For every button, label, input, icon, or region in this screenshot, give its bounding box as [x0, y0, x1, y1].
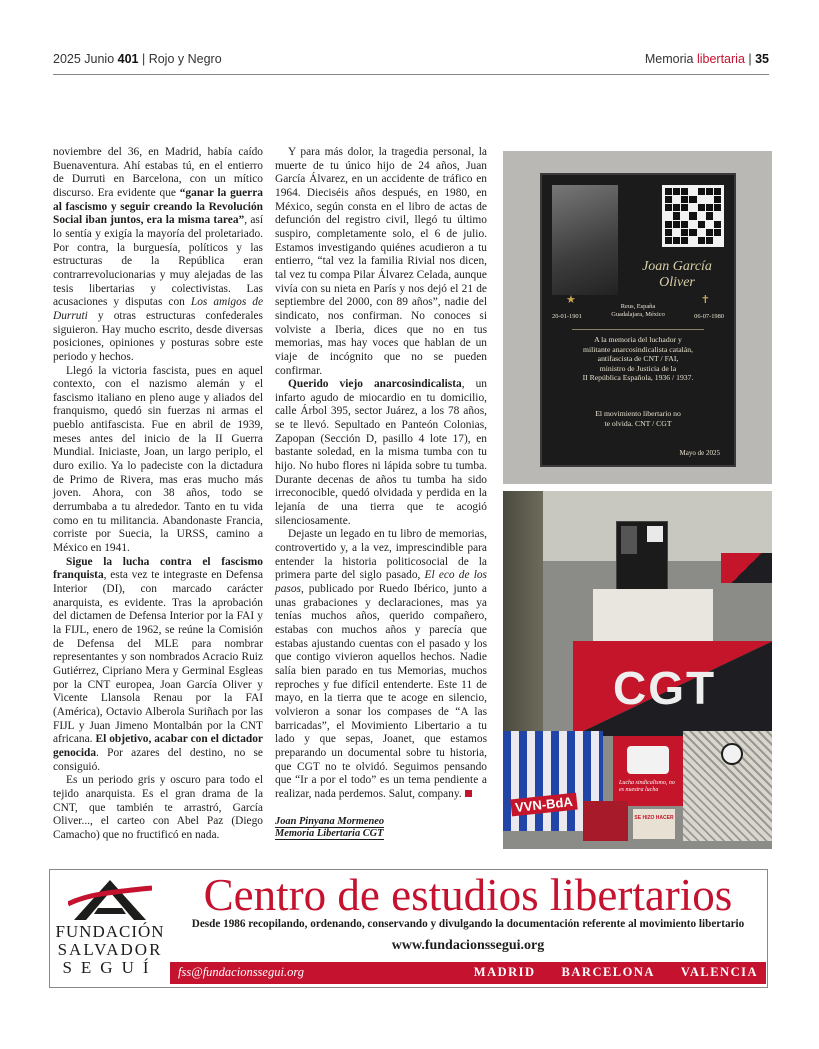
qr-code — [662, 185, 724, 247]
signature — [275, 816, 487, 841]
plaque-photo — [503, 151, 772, 484]
vvn-banner-text: VVN-BdA — [510, 793, 577, 817]
bold-lead: Sigue la lucha contra el fascismo franquista — [53, 555, 263, 582]
paragraph: Querido viejo anarcosindicalista, un infarto agudo de miocardio en tu domicilio, calle Árbol 395, sector Juárez, a los 78 años, se te llevó. Sepultado en Panteón Colonias, Zapopan (Sección D, pasillo 4 lote 17), en bastante soledad, en la misma tumba con tu hijo. No hubo flores ni lápida sobre tu tumba. Durante decenas de años tu tumba ha sido irreconocible, quedó olvidada y perdida en la lejanía de una tierra que te acogió silenciosamente. — [275, 378, 487, 527]
foundation-advertisement — [49, 869, 768, 988]
portrait-image — [552, 185, 618, 295]
logo-line-2: SALVADOR — [57, 940, 163, 959]
issue-number: 401 — [117, 52, 139, 66]
cgt-flag — [573, 641, 772, 736]
ad-title: Centro de estudios libertarios — [203, 870, 733, 920]
issue-info — [53, 52, 222, 66]
patterned-scarf — [683, 731, 772, 841]
plaque-small — [616, 521, 668, 591]
red-poster — [613, 736, 685, 806]
grave-photo — [503, 491, 772, 849]
bold-lead: Querido viejo anarcosindicalista — [288, 378, 462, 391]
article-column-1 — [53, 146, 263, 842]
plaque-divider — [572, 329, 704, 330]
publication-name: Rojo y Negro — [148, 52, 222, 66]
cross-icon: ✝ — [700, 294, 710, 306]
issue-date: 2025 Junio — [53, 52, 118, 66]
poster-text: SE HIZO HACER — [633, 809, 675, 839]
italic-title: Los amigos de Durruti — [53, 296, 263, 322]
section-info — [645, 52, 769, 66]
memorial-plaque — [540, 173, 736, 467]
grave-scene — [503, 491, 772, 849]
death-date: 06-07-1980 — [694, 313, 724, 320]
city-valencia: VALENCIA — [680, 965, 758, 979]
header-rule — [53, 74, 769, 75]
paragraph: Dejaste un legado en tu libro de memorias, controvertido y, a la vez, imprescindible para entender la historia politicosocial de la primera parte del siglo pasado, El eco de los pasos, publicado por Ruedo Ibérico, junto a unas grabaciones y declaraciones, mas ya tenías muchos años, querido compañero, estabas con muchos años y parecía que estabas ajustando cuentas con el pasado y los que contigo vivieron aquellos hechos. Nadie salía bien parado en tus Memorias, muchos reproches y fue difícil entenderte. Este 11 de mayo, en la tierra que te acoge en silencio, volvieron a sonar los compases de “A las barricadas”, el Movimiento Libertario a tu lado y que sepas, Joanet, que estamos preparando un documental sobre tu historia, que CGT no te olvidó. Seguimos pensando que “Ir a por el todo” es un tema pendiente a realizar, nada perdemos. Salut, company. — [275, 528, 487, 800]
bold-phrase: El objetivo, acabar con el dictador genocida — [53, 733, 263, 759]
poster-script: Lucha sindicalismo, no es nuestra lucha — [619, 780, 675, 793]
birth-date: 20-01-1901 — [552, 313, 582, 320]
paragraph: noviembre del 36, en Madrid, había caído Buenaventura. Ahí estabas tú, en el entierro de Durruti en Barcelona, con un mítico discurso. Era evidente que “ganar la guerra al fascismo y seguir creando la Revolución Social iban juntos, era la misma tarea”, así lo sentía y exigía la mayoría del proletariado. Por contra, la burguesía, políticos y las estructuras de la República eran contrarrevolucionarias y muy alejadas de las tesis libertarias y colectivistas. Las acusaciones y disputas con Los amigos de Durruti y otras estructuras confederales siguieron. Hay mucho escrito, desde diversas posiciones, opiniones y posturas sobre este periodo y hechos. — [53, 146, 263, 363]
star-icon: ★ — [566, 294, 576, 306]
separator: | — [138, 52, 149, 66]
paragraph: Sigue la lucha contra el fascismo franquista, esta vez te integraste en Defensa Interior (DI), con marcado carácter anarquista, es evidente. Tras la aprobación del dictamen de Defensa Interior por la FAI y la FIJL, enero de 1962, se reúne la Comisión de Defensa del MLE para nombrar representantes y son nombrados Acracio Ruiz Gutiérrez, Cipriano Mera y Germinal Esgleas por la CNT europea, Joan García Oliver y Vicente Llansola Renau por la FAI (América), Octavio Alberola Suriñach por las FIJL y Juan Jimeno Montalbán por la CNT africana. El objetivo, acabar con el dictador genocida. Por azares del destino, no se consiguió. — [53, 555, 263, 773]
article-column-2 — [275, 146, 487, 841]
author-name: Joan Pinyana Mormeneo — [275, 815, 385, 827]
page-number: 35 — [755, 52, 769, 66]
italic-title: El eco de los pasos — [275, 569, 487, 595]
tree-trunk — [503, 491, 543, 731]
handshake-icon — [627, 746, 669, 774]
plaque-places: Reus, España Guadalajara, México — [611, 303, 665, 318]
plaque-closing: El movimiento libertario no te olvida. CNT / CGT — [595, 409, 681, 428]
foundation-logo — [54, 878, 166, 986]
section-name-a: Memoria — [644, 52, 697, 66]
city-madrid: MADRID — [473, 965, 536, 979]
plaque-date: Mayo de 2025 — [679, 449, 720, 457]
logo-line-3: SEGUÍ — [62, 958, 158, 977]
page-header — [0, 0, 819, 80]
small-poster — [583, 801, 628, 841]
cgt-flag-text: CGT — [613, 662, 717, 714]
plaque-dedication: A la memoria del luchador y militante anarcosindicalista catalán, antifascista de CNT / FAI, ministro de Justicia de la II República Española, 1936 / 1937. — [582, 335, 694, 383]
logo-a-icon — [68, 878, 152, 922]
anarchy-a-icon — [721, 743, 743, 765]
separator: | — [744, 52, 756, 66]
paragraph: Es un periodo gris y oscuro para todo el tejido anarquista. Es el gran drama de la CNT, que también te arrastró, García Oliver..., el carteo con Abel Paz (Diego Camacho) que no fructificó en nada. — [53, 774, 263, 841]
grave-slab — [593, 589, 713, 649]
red-black-flag — [721, 553, 772, 583]
ad-contact-bar — [170, 962, 766, 984]
logo-line-1: FUNDACIÓN — [55, 922, 165, 941]
ad-email[interactable]: fss@fundacionssegui.org — [178, 965, 304, 979]
paragraph: Llegó la victoria fascista, pues en aquel contexto, con el nazismo alemán y el fascismo italiano en pleno auge y aliados del franquismo, quedó sin fuerzas ni armas el pueblo antifascista. Fue en abril de 1939, meses antes del inicio de la II Guerra Mundial. Iniciaste, Joan, un largo periplo, el duro exilio. Ya lo padeciste con la dictadura de Primo de Rivera, mas eras mucho más joven. Ahora, con 38 años, todo se derrumbaba a tu alrededor. Tanto en tu vida como en tu militancia. Abandonaste Francia, corriste por Suecia, la URSS, camino a México en 1941. — [53, 364, 263, 555]
end-mark — [465, 790, 472, 797]
section-name-b: libertaria — [696, 52, 745, 66]
paragraph: Y para más dolor, la tragedia personal, la muerte de tu único hijo de 24 años, Juan García Álvarez, en un accidente de tráfico en 1964. Dieciséis años después, en 1980, en México, según consta en el libro de actas de defunción del registro civil, llegó tu último suspiro, completamente solo, el 6 de julio. Estamos investigando quiénes acudieron a tu entierro, “tal vez la familia Rivial nos dicen, tal vez tu compa Pilar Álvarez Celada, aunque vivía con su nieta en París y nos dejó el 21 de septiembre del 2000, con 89 años”, nadie del sindicato, nos confirman. No conoces si volviste a Iberia, dices que no en tus memorias, mas hay voces que hablan de un viaje de incógnito que no se pueden confirmar. — [275, 146, 487, 377]
author-org: Memoria Libertaria CGT — [275, 828, 384, 839]
ad-subtitle: Desde 1986 recopilando, ordenando, conservando y divulgando la documentación referente al movimiento libertario — [191, 918, 745, 930]
ad-cities — [448, 965, 758, 980]
bold-quote: “ganar la guerra al fascismo y seguir creando la Revolución Social iban juntos, era la misma tarea” — [53, 186, 263, 227]
ad-website[interactable]: www.fundacionssegui.org — [391, 938, 545, 953]
plaque-name: Joan García Oliver — [642, 259, 712, 290]
city-barcelona: BARCELONA — [561, 965, 655, 979]
